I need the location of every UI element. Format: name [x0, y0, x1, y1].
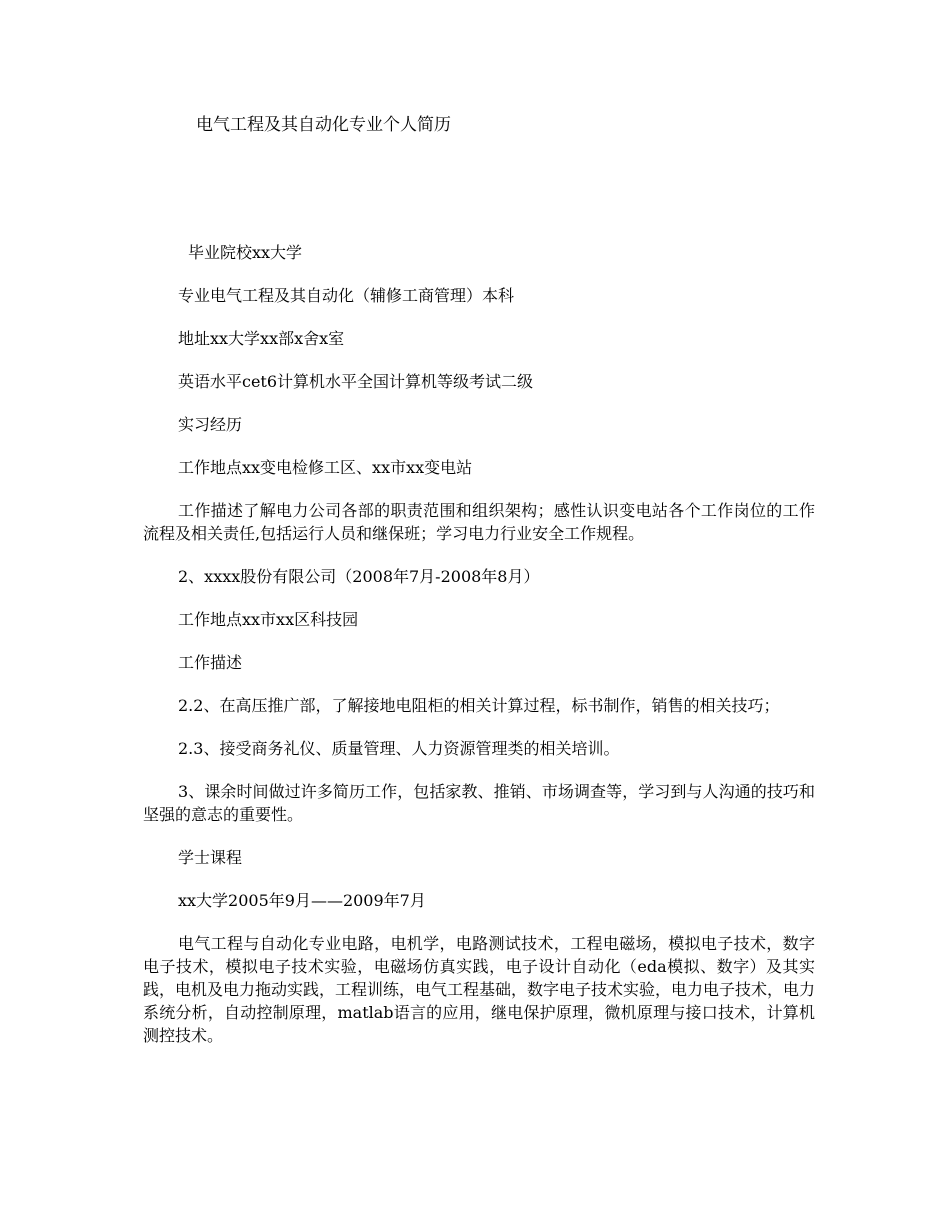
paragraph-address: 地址xx大学xx部x舍x室 — [178, 329, 345, 348]
paragraph-item-3: 3、课余时间做过许多简历工作，包括家教、推销、市场调查等，学习到与人沟通的技巧和坚强的意志的重要性。 — [143, 782, 815, 824]
paragraph-item-2-3: 2.3、接受商务礼仪、质量管理、人力资源管理类的相关培训。 — [178, 739, 620, 758]
document-body — [143, 241, 815, 1067]
paragraph-company-2: 2、xxxx股份有限公司（2008年7月-2008年8月） — [178, 567, 540, 586]
paragraph-item-2-2: 2.2、在高压推广部，了解接地电阻柜的相关计算过程，标书制作，销售的相关技巧； — [178, 696, 780, 715]
paragraph-major: 专业电气工程及其自动化（辅修工商管理）本科 — [178, 286, 515, 305]
paragraph-language-level: 英语水平cet6计算机水平全国计算机等级考试二级 — [178, 372, 534, 391]
paragraph-university-dates: xx大学2005年9月——2009年7月 — [178, 891, 426, 910]
paragraph-course-list: 电气工程与自动化专业电路，电机学，电路测试技术，工程电磁场，模拟电子技术，数字电子技术，模拟电子技术实验，电磁场仿真实践，电子设计自动化（eda模拟、数字）及其实践，电机及电力拖动实践，工程训练，电气工程基础，数字电子技术实验，电力电子技术，电力系统分析，自动控制原理，matlab语言的应用，继电保护原理，微机原理与接口技术，计算机测控技术。 — [143, 934, 816, 1045]
section-heading-courses: 学士课程 — [178, 848, 243, 867]
paragraph-work-description-heading: 工作描述 — [178, 653, 243, 672]
paragraph-school: 毕业院校xx大学 — [188, 243, 303, 262]
paragraph-work-description-1: 工作描述了解电力公司各部的职责范围和组织架构；感性认识变电站各个工作岗位的工作流程及相关责任,包括运行人员和继保班；学习电力行业安全工作规程。 — [143, 501, 815, 543]
paragraph-work-location-1: 工作地点xx变电检修工区、xx市xx变电站 — [178, 458, 473, 477]
paragraph-work-location-2: 工作地点xx市xx区科技园 — [178, 610, 359, 629]
document-title: 电气工程及其自动化专业个人简历 — [196, 115, 451, 135]
section-heading-internship: 实习经历 — [178, 415, 243, 434]
